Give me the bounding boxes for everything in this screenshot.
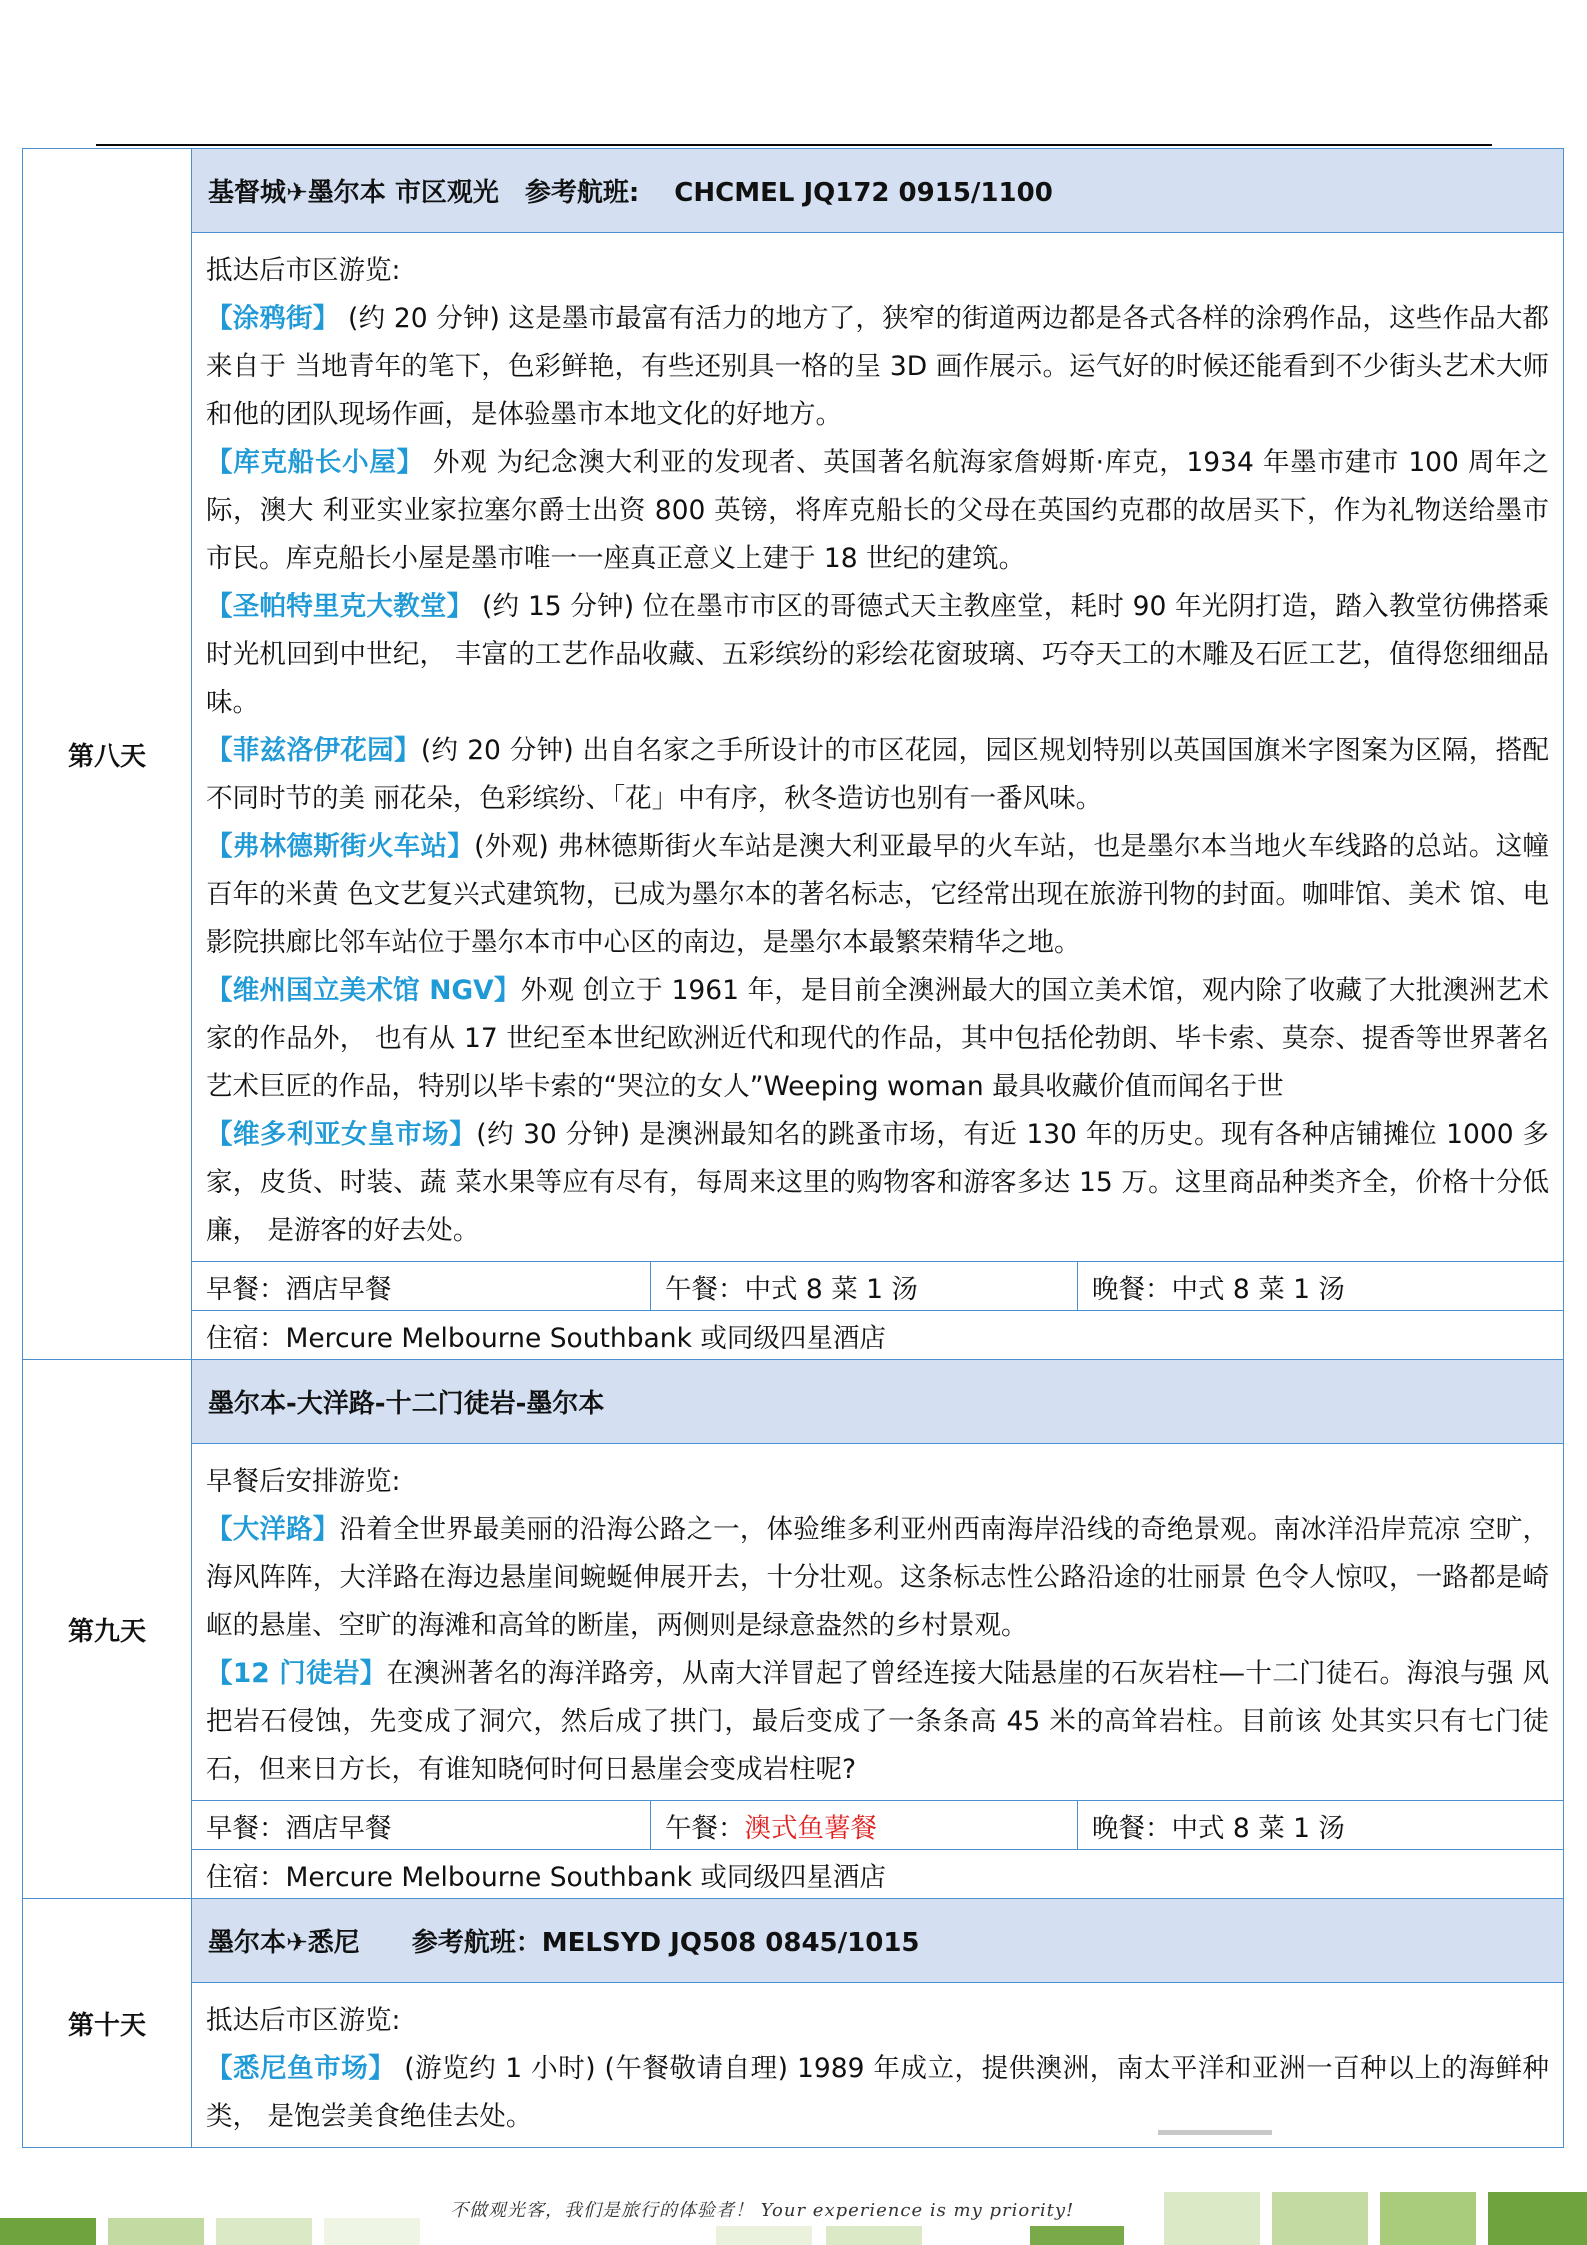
lunch-cell (651, 1801, 1078, 1849)
sight-text: (约 15 分钟) 位在墨市市区的哥德式天主教座堂，耗时 90 年光阴打造，踏入教堂彷佛搭乘时光机回到中世纪， 丰富的工艺作品收藏、五彩缤纷的彩绘花窗玻璃、巧夺天工的木雕及石匠工艺，值得您细细品味。 (206, 591, 1549, 718)
day-description (192, 1983, 1563, 2147)
hotel-row: 住宿：Mercure Melbourne Southbank 或同级四星酒店 (192, 1849, 1563, 1898)
sight-text: (外观) 弗林德斯街火车站是澳大利亚最早的火车站，也是墨尔本当地火车线路的总站。这幢百年的米黄 色文艺复兴式建筑物，已成为墨尔本的著名标志，它经常出现在旅游刊物的封面。咖啡馆、美术 馆、电影院拱廊比邻车站位于墨尔本市中心区的南边，是墨尔本最繁荣精华之地。 (206, 831, 1549, 958)
sight-name: 【12 门徒岩】 (206, 1658, 387, 1689)
sight-text: 外观 为纪念澳大利亚的发现者、英国著名航海家詹姆斯·库克，1934 年墨市建市 100 周年之际，澳大 利亚实业家拉塞尔爵士出资 800 英镑，将库克船长的父母在英国约克郡的故居买下，作为礼物送给墨市市民。库克船长小屋是墨市唯一一座真正意义上建于 18 世纪的建筑。 (206, 447, 1550, 574)
lunch-cell (651, 1262, 1078, 1310)
sight-name: 【弗林德斯街火车站】 (206, 831, 475, 862)
footer-divider (1158, 2130, 1272, 2135)
itinerary-table (22, 148, 1564, 2148)
day-body (192, 1899, 1563, 2147)
sight-name: 【悉尼鱼市场】 (206, 2053, 396, 2084)
sight-text: 外观 创立于 1961 年，是目前全澳洲最大的国立美术馆，观内除了收藏了大批澳洲艺术家的作品外， 也有从 17 世纪至本世纪欧洲近代和现代的作品，其中包括伦勃朗、毕卡索、莫奈、提香等世界著名艺术巨匠的作品，特别以毕卡索的“哭泣的女人”Weeping woman 最具收藏价值而闻名于世 (206, 975, 1549, 1102)
day-row-8 (22, 149, 1564, 1360)
sight-name: 【维州国立美术馆 NGV】 (206, 975, 521, 1006)
sight-paragraph (206, 2045, 1549, 2141)
day-body (192, 149, 1563, 1359)
sight-text: (约 20 分钟) 这是墨市最富有活力的地方了，狭窄的街道两边都是各式各样的涂鸦作品，这些作品大都来自于 当地青年的笔下，色彩鲜艳，有些还别具一格的呈 3D 画作展示。运气好的时候还能看到不少街头艺术大师和他的团队现场作画，是体验墨市本地文化的好地方。 (206, 303, 1550, 430)
sight-name: 【大洋路】 (206, 1514, 340, 1545)
lunch-value: 中式 8 菜 1 汤 (744, 1273, 918, 1305)
sight-text: 沿着全世界最美丽的沿海公路之一，体验维多利亚州西南海岸沿线的奇绝景观。南冰洋沿岸荒凉 空旷，海风阵阵，大洋路在海边悬崖间蜿蜒伸展开去，十分壮观。这条标志性公路沿途的壮丽景 色令人惊叹，一路都是崎岖的悬崖、空旷的海滩和高耸的断崖，两侧则是绿意盎然的乡村景观。 (206, 1514, 1549, 1641)
lunch-label: 午餐： (665, 1812, 745, 1844)
hotel-row: 住宿：Mercure Melbourne Southbank 或同级四星酒店 (192, 1310, 1563, 1359)
sight-paragraph (206, 439, 1549, 583)
sight-name: 【圣帕特里克大教堂】 (206, 591, 474, 622)
lunch-value: 澳式鱼薯餐 (744, 1812, 877, 1844)
decor-block (826, 2226, 922, 2245)
breakfast-cell: 早餐：酒店早餐 (192, 1262, 651, 1310)
sight-name: 【菲兹洛伊花园】 (206, 735, 421, 766)
dinner-cell: 晚餐：中式 8 菜 1 汤 (1092, 1812, 1345, 1844)
footer-slogan: 不做观光客，我们是旅行的体验者！ Your experience is my priority! (450, 2200, 1075, 2221)
decor-block (1380, 2192, 1476, 2245)
intro-text: 抵达后市区游览: (206, 2005, 401, 2036)
sight-paragraph (206, 1111, 1549, 1255)
decor-block (216, 2218, 312, 2245)
intro-text: 抵达后市区游览: (206, 255, 401, 286)
day-row-10 (22, 1899, 1564, 2148)
sight-paragraph (206, 823, 1549, 967)
route-header: 墨尔本-大洋路-十二门徒岩-墨尔本 (192, 1360, 1563, 1444)
decor-block (1272, 2192, 1368, 2245)
sight-name: 【维多利亚女皇市场】 (206, 1119, 477, 1150)
sight-paragraph (206, 583, 1549, 727)
decor-block (1488, 2192, 1587, 2245)
route-header: 墨尔本✈悉尼 参考航班：MELSYD JQ508 0845/1015 (192, 1899, 1563, 1983)
meals-row (192, 1261, 1563, 1310)
breakfast-cell: 早餐：酒店早餐 (192, 1801, 651, 1849)
day-description (192, 233, 1563, 1261)
sight-text: (游览约 1 小时) (午餐敬请自理) 1989 年成立，提供澳洲，南太平洋和亚洲一百种以上的海鲜种类， 是饱尝美食绝佳去处。 (206, 2053, 1549, 2132)
sight-name: 【涂鸦街】 (206, 303, 340, 334)
sight-text: (约 20 分钟) 出自名家之手所设计的市区花园，园区规划特别以英国国旗米字图案为区隔，搭配不同时节的美 丽花朵，色彩缤纷、「花」中有序，秋冬造访也别有一番风味。 (206, 735, 1550, 814)
decor-block (324, 2218, 420, 2245)
lunch-label: 午餐： (665, 1273, 745, 1305)
sight-text: 在澳洲著名的海洋路旁，从南大洋冒起了曾经连接大陆悬崖的石灰岩柱—十二门徒石。海浪与强 风把岩石侵蚀，先变成了洞穴，然后成了拱门，最后变成了一条条高 45 米的高耸岩柱。目前该 处其实只有七门徒石，但来日方长，有谁知晓何时何日悬崖会变成岩柱呢? (206, 1658, 1549, 1785)
sight-name: 【库克船长小屋】 (206, 447, 424, 478)
decor-block (108, 2218, 204, 2245)
sight-paragraph (206, 967, 1549, 1111)
sight-paragraph (206, 1506, 1549, 1650)
top-rule (96, 144, 1492, 146)
decor-block (1030, 2226, 1124, 2245)
dinner-cell: 晚餐：中式 8 菜 1 汤 (1092, 1273, 1345, 1305)
sight-paragraph (206, 295, 1549, 439)
intro-text: 早餐后安排游览: (206, 1466, 401, 1497)
meals-row (192, 1800, 1563, 1849)
decor-block (716, 2226, 812, 2245)
decor-block (0, 2218, 96, 2245)
sight-paragraph (206, 727, 1549, 823)
day-label: 第十天 (23, 1899, 192, 2147)
day-row-9 (22, 1360, 1564, 1899)
day-label: 第九天 (23, 1360, 192, 1898)
route-header: 基督城✈墨尔本 市区观光 参考航班: CHCMEL JQ172 0915/1100 (192, 149, 1563, 233)
sight-paragraph (206, 1650, 1549, 1794)
day-description (192, 1444, 1563, 1800)
decor-block (1164, 2192, 1260, 2245)
sight-text: (约 30 分钟) 是澳洲最知名的跳蚤市场，有近 130 年的历史。现有各种店铺摊位 1000 多家，皮货、时装、蔬 菜水果等应有尽有，每周来这里的购物客和游客多达 15 万。这里商品种类齐全，价格十分低廉， 是游客的好去处。 (206, 1119, 1549, 1246)
day-label: 第八天 (23, 149, 192, 1359)
day-body (192, 1360, 1563, 1898)
